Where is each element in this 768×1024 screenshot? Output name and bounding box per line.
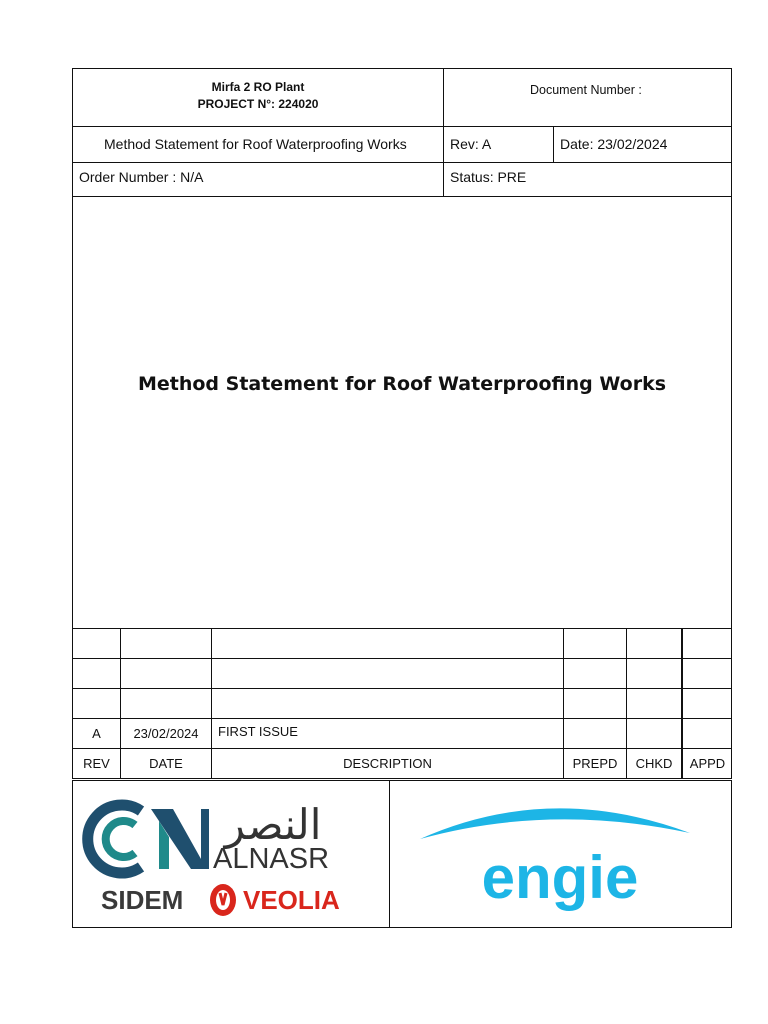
rev-header-rev: REV	[83, 756, 110, 771]
date-cell	[553, 126, 732, 163]
status-cell	[443, 162, 732, 197]
engie-text: engie	[481, 844, 639, 911]
rev-row-chkd-cell	[626, 658, 682, 689]
rev-header-prepd: PREPD	[572, 756, 618, 771]
rev-row-prepd-cell	[563, 628, 627, 659]
rev-value: Rev: A	[450, 136, 492, 152]
rev-row-chkd-cell	[626, 628, 682, 659]
veolia-text: VEOLIA	[243, 885, 340, 915]
rev-cell	[443, 126, 554, 163]
rev-row-appd-cell	[681, 688, 732, 719]
sidem-text: SIDEM	[101, 885, 184, 915]
rev-row-rev-cell	[72, 718, 121, 749]
rev-row-date-cell	[120, 628, 212, 659]
document-title: Method Statement for Roof Waterproofing Works	[137, 373, 667, 395]
rev-row-prepd-cell	[563, 718, 627, 749]
order-number-cell	[72, 162, 444, 197]
rev-row-prepd-cell	[563, 688, 627, 719]
alnasr-text: ALNASR	[213, 843, 330, 875]
rev-row-rev-cell	[72, 688, 121, 719]
veolia-emblem-icon	[210, 884, 236, 916]
rev-row-prepd-cell	[563, 658, 627, 689]
alnasr-sidem-veolia-logo	[73, 781, 389, 927]
document-number-cell	[443, 68, 732, 127]
order-number: Order Number : N/A	[79, 169, 204, 185]
rev-header-appd: APPD	[689, 756, 726, 771]
title-area	[72, 196, 732, 629]
rev-row-description-cell	[211, 628, 564, 659]
engie-logo	[390, 781, 731, 927]
rev-header-prepd-cell	[563, 748, 627, 779]
rev-row-chkd-cell	[626, 718, 682, 749]
date-value: Date: 23/02/2024	[560, 136, 668, 152]
rev-row-appd-cell	[681, 658, 732, 689]
project-number: PROJECT N°: 224020	[197, 97, 319, 111]
method-statement-heading: Method Statement for Roof Waterproofing Works	[104, 136, 407, 152]
alnasr-monogram-icon	[88, 805, 209, 873]
rev-date: 23/02/2024	[133, 726, 199, 741]
rev-row-chkd-cell	[626, 688, 682, 719]
rev-header-date-cell	[120, 748, 212, 779]
project-cell	[72, 68, 444, 127]
rev-header-description-cell	[211, 748, 564, 779]
rev-header-chkd: CHKD	[635, 756, 673, 771]
rev-header-rev-cell	[72, 748, 121, 779]
rev-rev: A	[92, 726, 101, 741]
status-value: Status: PRE	[450, 169, 527, 185]
plant-name: Mirfa 2 RO Plant	[211, 80, 305, 94]
rev-header-description: DESCRIPTION	[343, 756, 432, 771]
rev-row-description-cell	[211, 658, 564, 689]
rev-row-date-cell	[120, 688, 212, 719]
rev-row-appd-cell	[681, 628, 732, 659]
engie-arc-icon	[420, 808, 690, 839]
document-cover	[72, 68, 732, 928]
method-statement-cell	[72, 126, 444, 163]
contractor-logo-cell	[72, 780, 390, 928]
client-logo-cell	[389, 780, 732, 928]
rev-row-appd-cell	[681, 718, 732, 749]
alnasr-arabic-text: النصر	[224, 801, 322, 848]
rev-description: FIRST ISSUE	[218, 724, 298, 739]
rev-header-chkd-cell	[626, 748, 682, 779]
rev-row-rev-cell	[72, 658, 121, 689]
rev-row-description-cell	[211, 718, 564, 749]
rev-row-date-cell	[120, 718, 212, 749]
rev-row-rev-cell	[72, 628, 121, 659]
rev-row-date-cell	[120, 658, 212, 689]
rev-header-date: DATE	[149, 756, 183, 771]
document-number-label: Document Number :	[530, 83, 642, 97]
rev-header-appd-cell	[681, 748, 732, 779]
rev-row-description-cell	[211, 688, 564, 719]
